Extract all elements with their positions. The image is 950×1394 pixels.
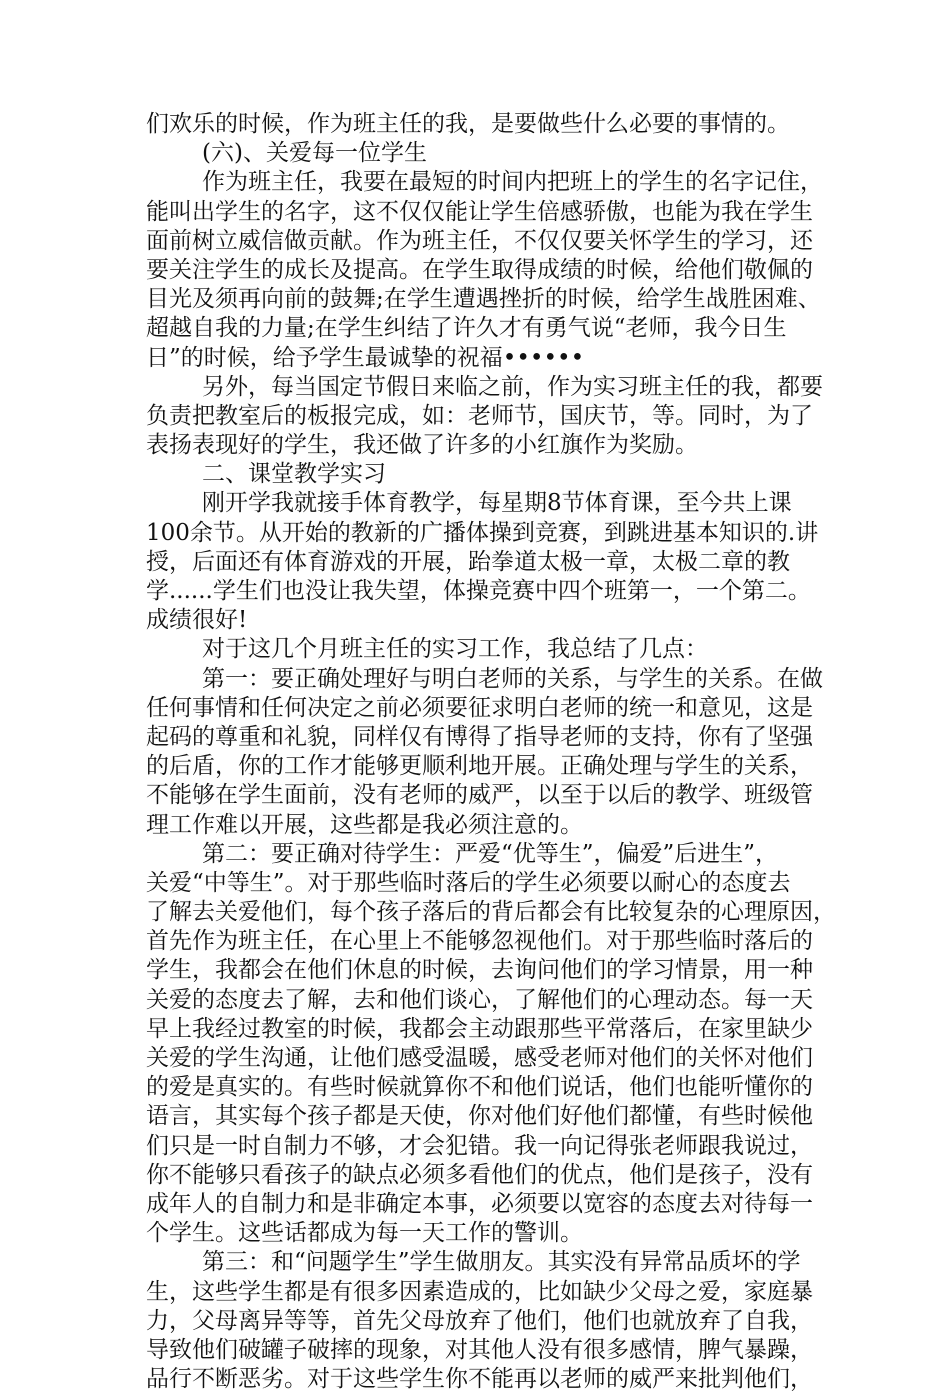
text-line: 关爱的学生沟通，让他们感受温暖，感受老师对他们的关怀对他们 xyxy=(146,1045,813,1071)
text-line: 第一：要正确处理好与明白老师的关系，与学生的关系。在做 xyxy=(202,665,823,692)
text-line: 另外，每当国定节假日来临之前，作为实习班主任的我，都要 xyxy=(202,373,823,400)
text-line: 任何事情和任何决定之前必须要征求明白老师的统一和意见，这是 xyxy=(146,694,813,721)
text-line: 的后盾，你的工作才能够更顺利地开展。正确处理与学生的关系， xyxy=(146,753,813,780)
text-line: 不能够在学生面前，没有老师的威严，以至于以后的教学、班级管 xyxy=(146,782,813,809)
text-line: 表扬表现好的学生，我还做了许多的小红旗作为奖励。 xyxy=(146,432,698,459)
text-line: 作为班主任，我要在最短的时间内把班上的学生的名字记住， xyxy=(202,169,823,196)
text-line: 生，这些学生都是有很多因素造成的，比如缺少父母之爱，家庭暴 xyxy=(146,1278,813,1305)
text-line: 理工作难以开展，这些都是我必须注意的。 xyxy=(146,811,583,838)
text-line: 目光及须再向前的鼓舞;在学生遭遇挫折的时候，给学生战胜困难、 xyxy=(146,286,821,313)
text-line: 第二：要正确对待学生：严爱“优等生”，偏爱”后进生”， xyxy=(202,840,779,867)
text-line: 首先作为班主任，在心里上不能够忽视他们。对于那些临时落后的 xyxy=(146,928,813,955)
text-line: 个学生。这些话都成为每一天工作的警训。 xyxy=(146,1220,583,1247)
text-line: 面前树立威信做贡献。作为班主任，不仅仅要关怀学生的学习，还 xyxy=(146,227,813,254)
text-line: 授，后面还有体育游戏的开展，跆拳道太极一章，太极二章的教 xyxy=(146,548,790,575)
text-line: 关爱“中等生”。对于那些临时落后的学生必须要以耐心的态度去 xyxy=(146,869,791,896)
text-line: 早上我经过教室的时候，我都会主动跟那些平常落后，在家里缺少 xyxy=(146,1015,813,1042)
document-page xyxy=(146,110,836,1394)
text-line: 学......学生们也没让我失望，体操竞赛中四个班第一，一个第二。 xyxy=(146,578,811,604)
text-line: 你不能够只看孩子的缺点必须多看他们的优点，他们是孩子，没有 xyxy=(146,1161,813,1188)
text-line: 负责把教室后的板报完成，如：老师节，国庆节，等。同时，为了 xyxy=(146,402,813,429)
text-line: 第三：和“问题学生”学生做朋友。其实没有异常品质坏的学 xyxy=(202,1249,801,1276)
text-line: 导致他们破罐子破摔的现象，对其他人没有很多感情，脾气暴躁， xyxy=(146,1336,813,1363)
text-line: 了解去关爱他们，每个孩子落后的背后都会有比较复杂的心理原因， xyxy=(146,899,836,926)
text-line: 们只是一时自制力不够，才会犯错。我一向记得张老师跟我说过， xyxy=(146,1132,813,1159)
text-line: 刚开学我就接手体育教学，每星期8节体育课，至今共上课 xyxy=(202,490,792,517)
text-line: 语言，其实每个孩子都是天使，你对他们好他们都懂，有些时候他 xyxy=(146,1103,813,1130)
text-line: 100余节。从开始的教新的广播体操到竞赛，到跳进基本知识的.讲 xyxy=(146,519,819,546)
section-heading: (六)、关爱每一位学生 xyxy=(202,140,427,167)
text-line: 起码的尊重和礼貌，同样仅有博得了指导老师的支持，你有了坚强 xyxy=(146,723,813,750)
text-line: 力，父母离异等等，首先父母放弃了他们，他们也就放弃了自我， xyxy=(146,1307,813,1334)
text-line: 的爱是真实的。有些时候就算你不和他们说话，他们也能听懂你的 xyxy=(146,1074,813,1101)
text-line: 日”的时候，给予学生最诚挚的祝福•••••• xyxy=(146,344,585,371)
text-line: 能叫出学生的名字，这不仅仅能让学生倍感骄傲，也能为我在学生 xyxy=(146,198,813,225)
text-line: 成绩很好! xyxy=(146,607,248,634)
text-line: 关爱的态度去了解，去和他们谈心，了解他们的心理动态。每一天 xyxy=(146,986,813,1013)
text-line: 成年人的自制力和是非确定本事，必须要以宽容的态度去对待每一 xyxy=(146,1190,813,1217)
text-line: 要关注学生的成长及提高。在学生取得成绩的时候，给他们敬佩的 xyxy=(146,256,813,283)
text-line: 超越自我的力量;在学生纠结了许久才有勇气说“老师，我今日生 xyxy=(146,315,787,342)
section-heading: 二、课堂教学实习 xyxy=(202,461,386,488)
text-line: 品行不断恶劣。对于这些学生你不能再以老师的威严来批判他们， xyxy=(146,1366,813,1393)
text-line: 们欢乐的时候，作为班主任的我，是要做些什么必要的事情的。 xyxy=(146,111,790,137)
text-line: 对于这几个月班主任的实习工作，我总结了几点： xyxy=(202,636,708,663)
text-line: 学生，我都会在他们休息的时候，去询问他们的学习情景，用一种 xyxy=(146,957,813,984)
